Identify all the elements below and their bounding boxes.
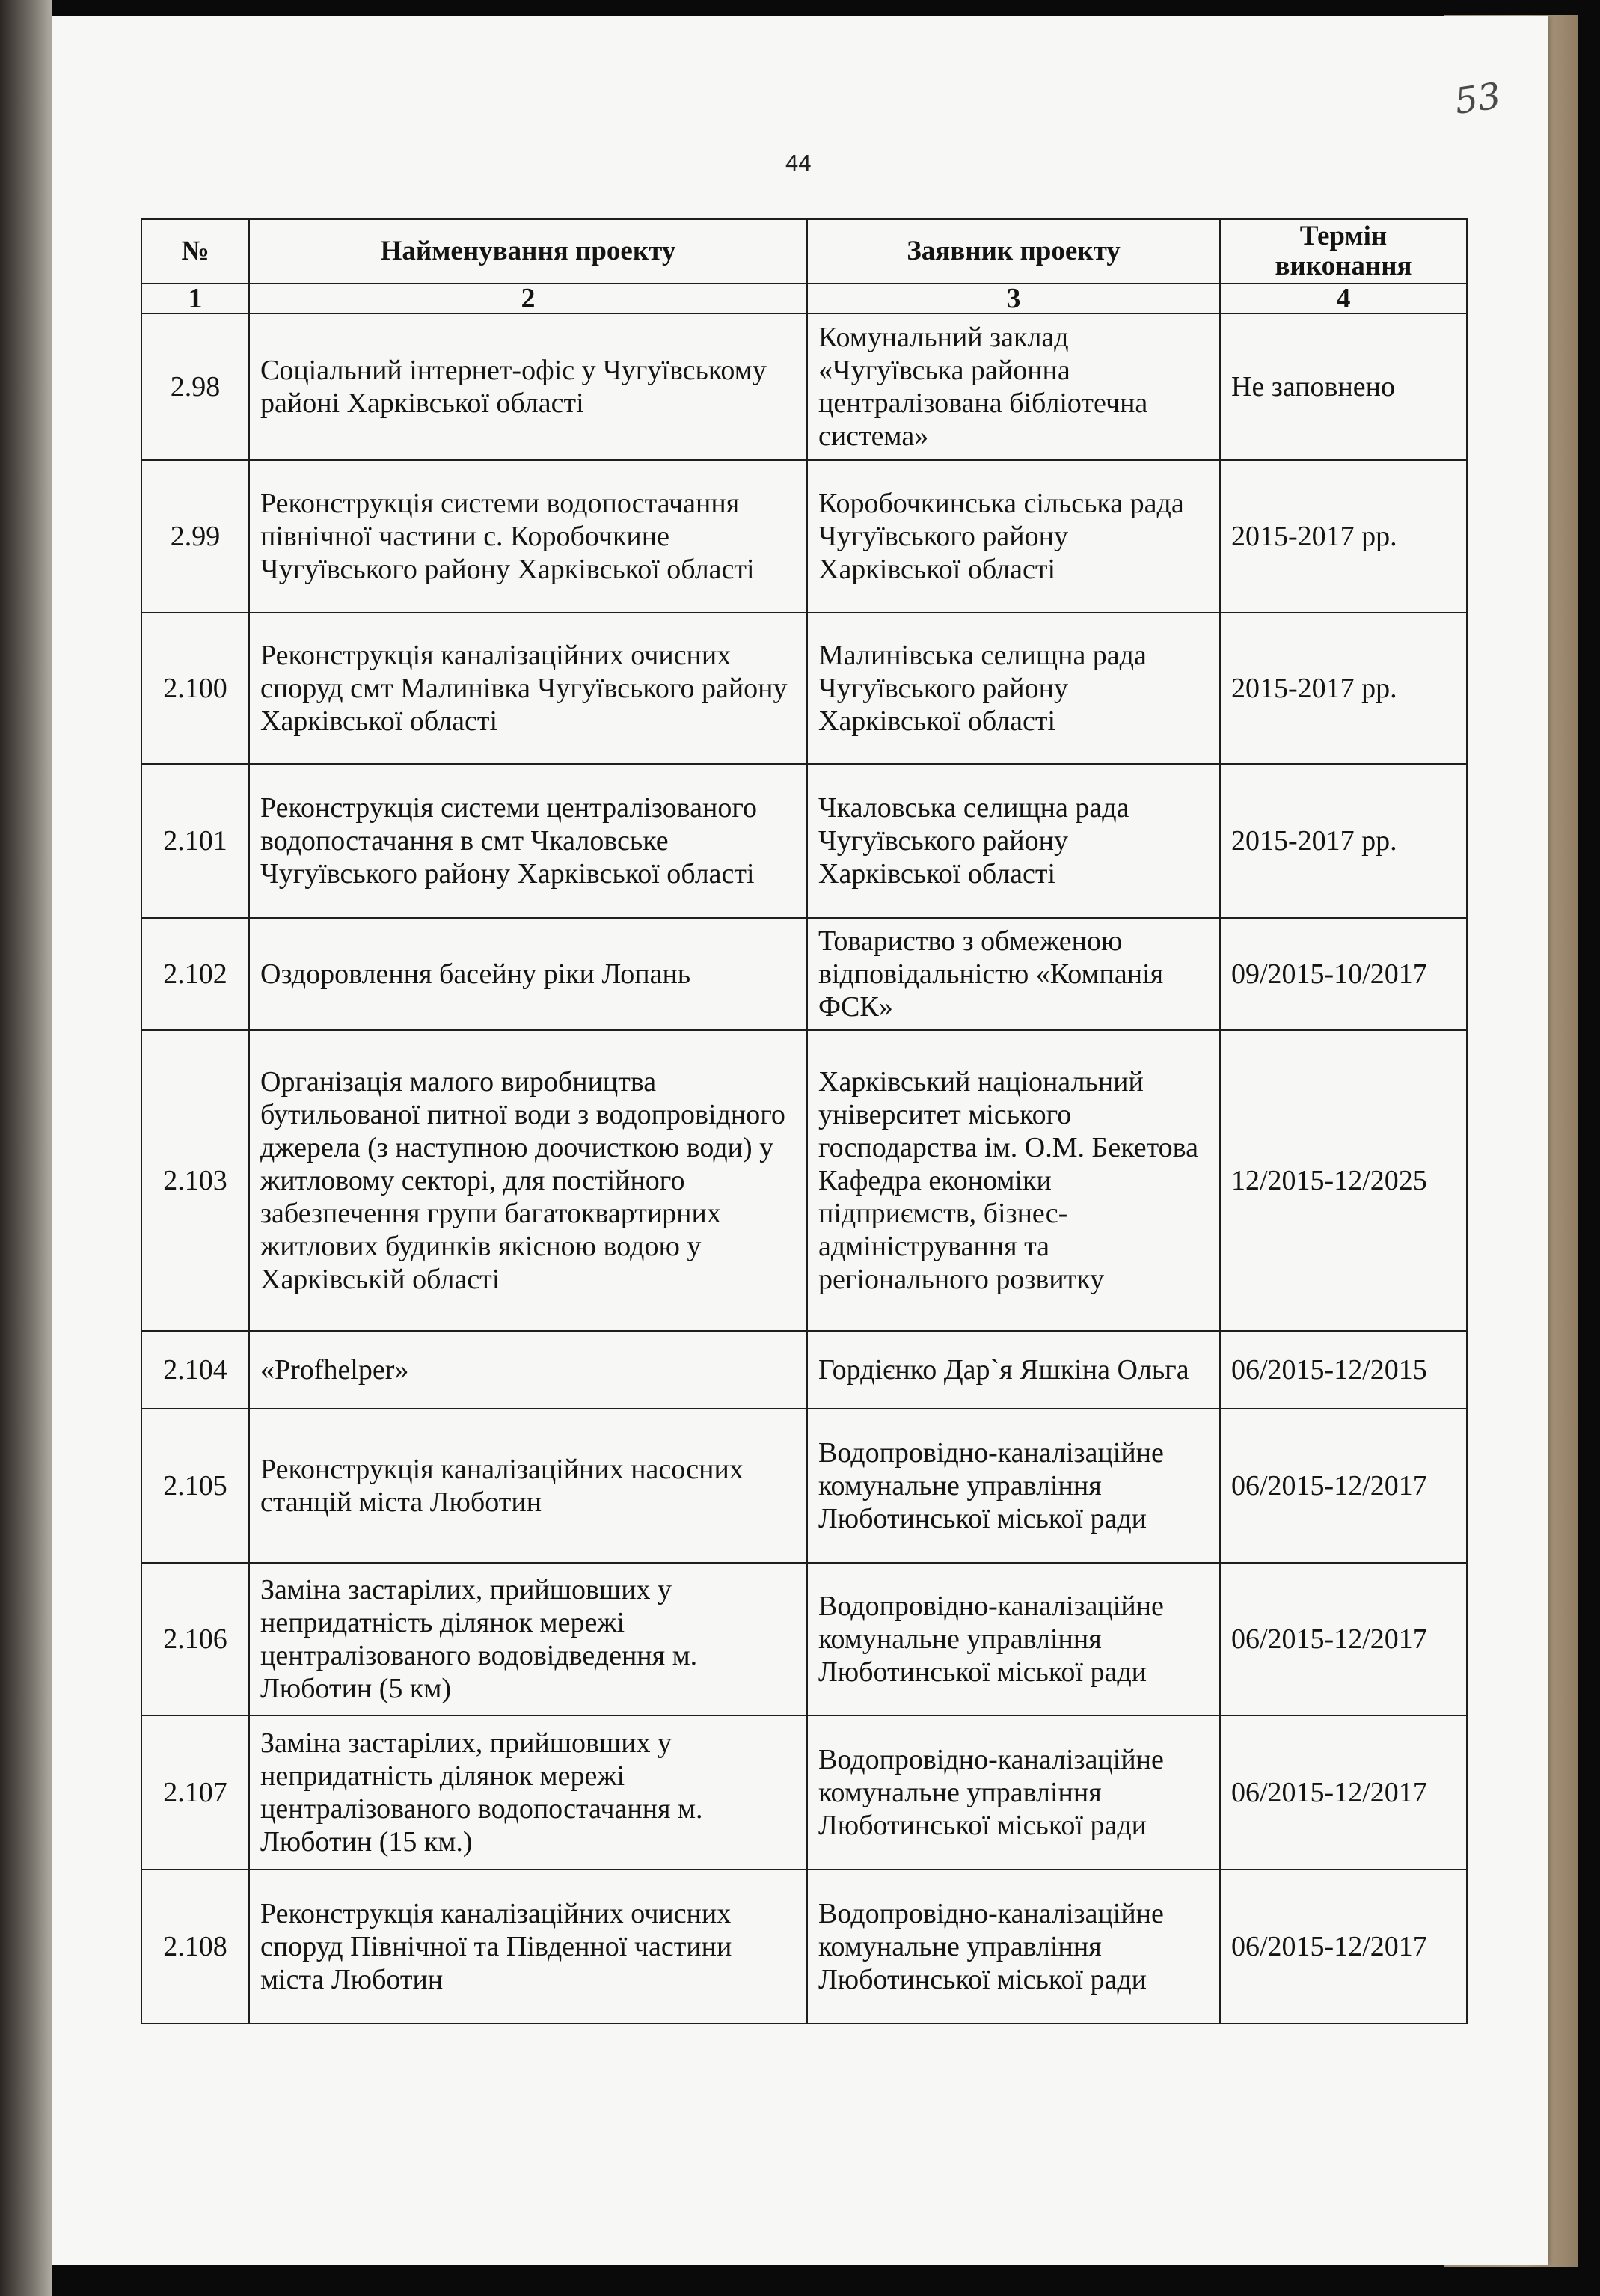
project-name: Реконструкція каналізаційних очисних споруд Північної та Південної частини міста Люботин xyxy=(249,1870,807,2024)
table-row xyxy=(141,460,1467,613)
project-applicant: Комунальний заклад «Чугуївська районна централізована бібліотечна система» xyxy=(807,313,1220,460)
header-project-name: Найменування проекту xyxy=(249,219,807,284)
table-row xyxy=(141,1563,1467,1715)
project-applicant: Гордієнко Дар`я Яшкіна Ольга xyxy=(807,1331,1220,1409)
table-row xyxy=(141,313,1467,460)
row-number: 2.105 xyxy=(141,1409,249,1563)
row-number: 2.100 xyxy=(141,613,249,764)
header-applicant: Заявник проекту xyxy=(807,219,1220,284)
project-term: 09/2015-10/2017 xyxy=(1220,918,1467,1030)
project-name: Заміна застарілих, прийшовших у непридатність ділянок мережі централізованого водопостачання м. Люботин (15 км.) xyxy=(249,1715,807,1870)
adjacent-page-edge xyxy=(0,0,52,2296)
column-index: 4 xyxy=(1220,284,1467,313)
project-name: «Profhelper» xyxy=(249,1331,807,1409)
header-term: Термін виконання xyxy=(1220,219,1467,284)
table-row xyxy=(141,1870,1467,2024)
row-number: 2.106 xyxy=(141,1563,249,1715)
handwritten-archive-number: 53 xyxy=(1452,75,1504,123)
project-term: Не заповнено xyxy=(1220,313,1467,460)
row-number: 2.108 xyxy=(141,1870,249,2024)
row-number: 2.98 xyxy=(141,313,249,460)
header-number: № xyxy=(141,219,249,284)
table-row xyxy=(141,764,1467,918)
project-term: 2015-2017 рр. xyxy=(1220,613,1467,764)
project-applicant: Водопровідно-каналізаційне комунальне управління Люботинської міської ради xyxy=(807,1563,1220,1715)
table-row xyxy=(141,1715,1467,1870)
project-name: Оздоровлення басейну ріки Лопань xyxy=(249,918,807,1030)
table-row xyxy=(141,1331,1467,1409)
table-row xyxy=(141,1409,1467,1563)
project-applicant: Водопровідно-каналізаційне комунальне управління Люботинської міської ради xyxy=(807,1870,1220,2024)
page-number: 44 xyxy=(785,150,812,176)
row-number: 2.103 xyxy=(141,1030,249,1331)
column-index: 3 xyxy=(807,284,1220,313)
project-applicant: Коробочкинська сільська рада Чугуївського району Харківської області xyxy=(807,460,1220,613)
column-index-row xyxy=(141,284,1467,313)
row-number: 2.101 xyxy=(141,764,249,918)
table-row xyxy=(141,1030,1467,1331)
project-name: Реконструкція системи водопостачання північної частини с. Коробочкине Чугуївського району Харківської області xyxy=(249,460,807,613)
table-row xyxy=(141,613,1467,764)
document-page xyxy=(52,16,1548,2265)
project-name: Реконструкція каналізаційних очисних споруд смт Малинівка Чугуївського району Харківської області xyxy=(249,613,807,764)
column-index: 2 xyxy=(249,284,807,313)
table-header-row xyxy=(141,219,1467,284)
project-name: Організація малого виробництва бутильованої питної води з водопровідного джерела (з наступною доочисткою води) у житловому секторі, для постійного забезпечення групи багатоквартирних житлових будинків якісною водою у Харківській області xyxy=(249,1030,807,1331)
project-applicant: Малинівська селищна рада Чугуївського району Харківської області xyxy=(807,613,1220,764)
project-term: 2015-2017 рр. xyxy=(1220,460,1467,613)
project-name: Заміна застарілих, прийшовших у непридатність ділянок мережі централізованого водовідведення м. Люботин (5 км) xyxy=(249,1563,807,1715)
project-term: 06/2015-12/2017 xyxy=(1220,1563,1467,1715)
row-number: 2.99 xyxy=(141,460,249,613)
project-applicant: Водопровідно-каналізаційне комунальне управління Люботинської міської ради xyxy=(807,1409,1220,1563)
project-name: Реконструкція системи централізованого водопостачання в смт Чкаловське Чугуївського району Харківської області xyxy=(249,764,807,918)
project-name: Реконструкція каналізаційних насосних станцій міста Люботин xyxy=(249,1409,807,1563)
project-term: 2015-2017 рр. xyxy=(1220,764,1467,918)
projects-table xyxy=(141,218,1468,2024)
project-term: 06/2015-12/2017 xyxy=(1220,1409,1467,1563)
project-applicant: Харківський національний університет міського господарства ім. О.М. Бекетова Кафедра економіки підприємств, бізнес-адміністрування та регіонального розвитку xyxy=(807,1030,1220,1331)
row-number: 2.104 xyxy=(141,1331,249,1409)
project-term: 06/2015-12/2015 xyxy=(1220,1331,1467,1409)
project-term: 06/2015-12/2017 xyxy=(1220,1715,1467,1870)
project-name: Соціальний інтернет-офіс у Чугуївському районі Харківської області xyxy=(249,313,807,460)
project-term: 06/2015-12/2017 xyxy=(1220,1870,1467,2024)
project-applicant: Товариство з обмеженою відповідальністю «Компанія ФСК» xyxy=(807,918,1220,1030)
row-number: 2.102 xyxy=(141,918,249,1030)
column-index: 1 xyxy=(141,284,249,313)
row-number: 2.107 xyxy=(141,1715,249,1870)
project-term: 12/2015-12/2025 xyxy=(1220,1030,1467,1331)
project-applicant: Чкаловська селищна рада Чугуївського району Харківської області xyxy=(807,764,1220,918)
table-row xyxy=(141,918,1467,1030)
project-applicant: Водопровідно-каналізаційне комунальне управління Люботинської міської ради xyxy=(807,1715,1220,1870)
